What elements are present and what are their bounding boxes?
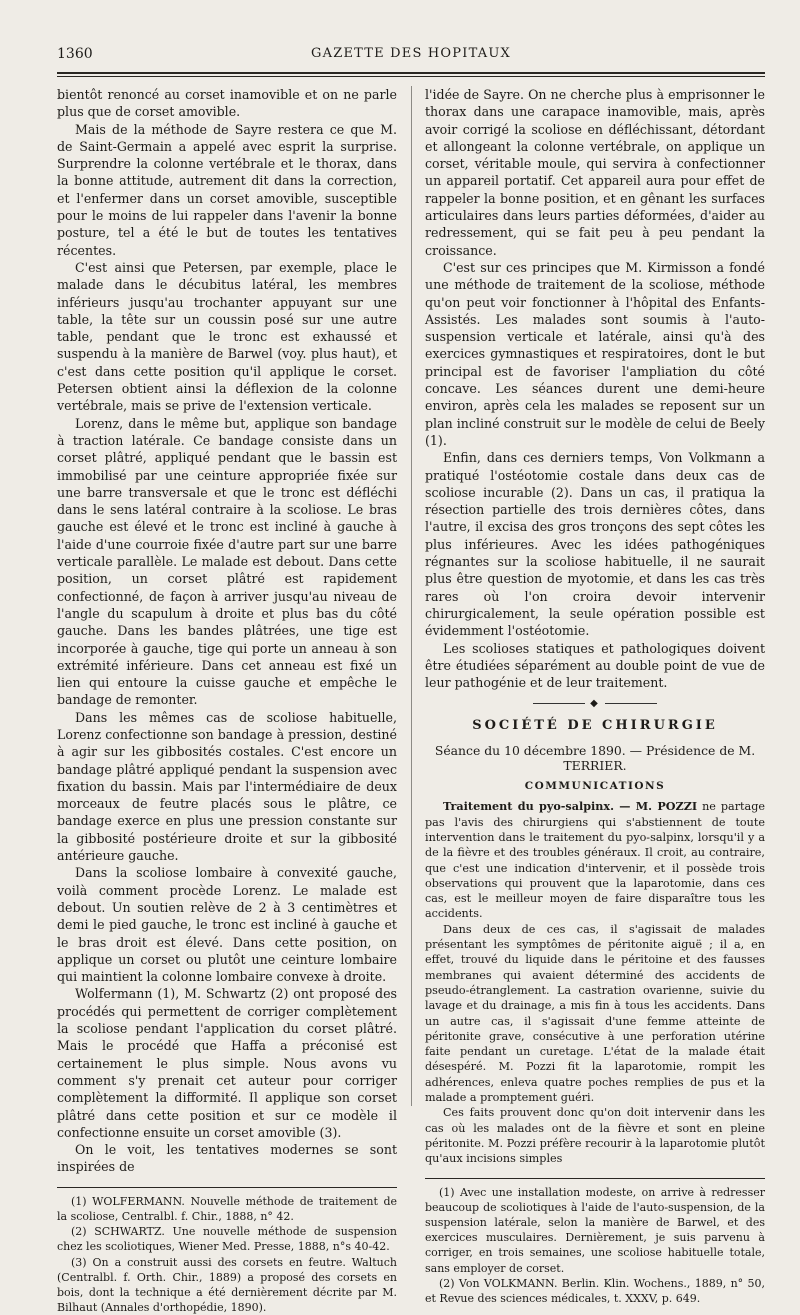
section-separator: ◆ bbox=[425, 698, 765, 712]
paragraph: Dans deux de ces cas, il s'agissait de malades présentant les symptômes de péritonite aiguë ; il a, en effet, trouvé du liquide dans le péritoine et des fausses membranes qui avaient déterminé des accidents de pseudo-étranglement. La castration ovarienne, suivie du lavage et du drainage, a mis fin à tous les accidents. Dans un autre cas, il s'agissait d'une femme atteinte de péritonite grave, consécutive à une perforation utérine faite pendant un curetage. L'état de la malade était désespéré. M. Pozzi fit la laparotomie, rompit les adhérences, enleva quatre poches remplies de pus et la malade a promptement guéri. bbox=[425, 922, 765, 1105]
paragraph: Wolfermann (1), M. Schwartz (2) ont proposé des procédés qui permettent de corriger complètement la scoliose pendant l'application du corset plâtré. Mais le procédé que Haffa a préconisé est certainement le plus simple. Nous avons vu comment s'y prenait cet auteur pour corriger complètement la difformité. Il applique son corset plâtré dans cette position et sur ce modèle il confectionne ensuite un corset amovible (3). bbox=[57, 986, 397, 1140]
paragraph bbox=[425, 799, 765, 921]
footnote: (3) On a construit aussi des corsets en feutre. Waltuch (Centralbl. f. Orth. Chir., 1889) a proposé des corsets en bois, dont la technique a été dernièrement décrite par M. Bilhaut (Annales d'orthopédie, 1890). bbox=[57, 1255, 397, 1315]
paragraph: On le voit, les tentatives modernes se sont inspirées de bbox=[57, 1142, 397, 1175]
column-divider bbox=[411, 86, 412, 1106]
subsection-title: COMMUNICATIONS bbox=[524, 780, 666, 793]
paragraph: Lorenz, dans le même but, applique son bandage à traction latérale. Ce bandage consiste dans un corset plâtré, appliqué pendant que le bassin est immobilisé par une ceinture appropriée fixée sur une barre transversale et que le tronc est défléchi dans le sens latéral contraire à la scoliose. Le bras gauche est élevé et le tronc est incliné à gauche à l'aide d'une courroie fixée d'autre part sur une barre verticale parallèle. Le malade est debout. Dans cette position, un corset plâtré est rapidement confectionné, de façon à arriver jusqu'au niveau de l'angle du scapulum à droite et plus bas du côté gauche. Dans les bandes plâtrées, une tige est incorporée à gauche, tige qui porte un anneau à son extrémité inférieure. Dans cet anneau est fixé un lien qui entoure la cuisse gauche et empêche le bandage de remonter. bbox=[57, 415, 397, 708]
session-line: Séance du 10 décembre 1890. — Présidence de M. TERRIER. bbox=[434, 743, 756, 774]
header-rule bbox=[57, 72, 765, 74]
article-lead: Traitement du pyo-salpinx. — M. POZZI bbox=[443, 799, 698, 814]
paragraph-text: ne partage pas l'avis des chirurgiens qui s'abstiennent de toute intervention dans le traitement du pyo-salpinx, lorsqu'il y a de la fièvre et des troubles généraux. Il croit, au contraire, que c'est une indication d'intervenir, et il possède trois observations qui prouvent que la laparotomie, dans ces cas, est le meilleur moyen de faire disparaître tous les accidents. bbox=[425, 800, 765, 921]
footnote: (1) Avec une installation modeste, on arrive à redresser beaucoup de scoliotiques à l'aide de l'auto-suspension, de la suspension latérale, selon la manière de Barwel, et des exercices musculaires. Dernièrement, je suis parvenu à corriger, en trois semaines, une scoliose habituelle totale, sans employer de corset. bbox=[425, 1185, 765, 1275]
paragraph: Les scolioses statiques et pathologiques doivent être étudiées séparément au double point de vue de leur pathogénie et de leur traitement. bbox=[425, 640, 765, 691]
footnote-rule bbox=[57, 1187, 397, 1188]
footnote: (2) Von VOLKMANN. Berlin. Klin. Wochens., 1889, n° 50, et Revue des sciences médicales, t. XXXV, p. 649. bbox=[425, 1276, 765, 1305]
footnotes bbox=[57, 1194, 397, 1315]
paragraph: C'est sur ces principes que M. Kirmisson a fondé une méthode de traitement de la scoliose, méthode qu'on peut voir fonctionner à l'hôpital des Enfants-Assistés. Les malades sont soumis à l'auto-suspension verticale et latérale, ainsi qu'à des exercices gymnastiques et respiratoires, dont le but principal est de favoriser l'ampliation du côté concave. Les séances durent une demi-heure environ, après cela les malades se reposent sur un plan incliné construit sur le modèle de celui de Beely (1). bbox=[425, 259, 765, 448]
right-column bbox=[425, 86, 765, 1306]
footnote-rule bbox=[425, 1178, 765, 1179]
footnote: (2) SCHWARTZ. Une nouvelle méthode de suspension chez les scoliotiques, Wiener Med. Presse, 1888, n°s 40-42. bbox=[57, 1225, 397, 1254]
left-column bbox=[57, 86, 397, 1315]
footnote: (1) WOLFERMANN. Nouvelle méthode de traitement de la scoliose, Centralbl. f. Chir., 1888, n° 42. bbox=[57, 1194, 397, 1223]
footnotes bbox=[425, 1185, 765, 1307]
page-number: 1360 bbox=[57, 46, 93, 62]
header-rule-thin bbox=[57, 76, 765, 77]
paragraph: bientôt renoncé au corset inamovible et on ne parle plus que de corset amovible. bbox=[57, 87, 397, 120]
paragraph: Mais de la méthode de Sayre restera ce que M. de Saint-Germain a appelé avec esprit la surprise. Surprendre la colonne vertébrale et le thorax, dans la bonne attitude, autrement dit dans la correction, et l'enfermer dans un corset amovible, susceptible pour le moins de lui rappeler dans l'avenir la bonne posture, tel a été le but de toutes les tentatives récentes. bbox=[57, 121, 397, 258]
paragraph: Enfin, dans ces derniers temps, Von Volkmann a pratiqué l'ostéotomie costale dans deux cas de scoliose incurable (2). Dans un cas, il pratiqua la résection partielle des trois dernières côtes, dans l'autre, il excisa des gros tronçons des sept côtes les plus inférieures. Avec les idées pathogéniques régnantes sur la scoliose habituelle, il ne saurait plus être question de myotomie, et dans les cas très rares où l'on croira devoir intervenir chirurgicalement, la seule opération possible est évidemment l'ostéotomie. bbox=[425, 450, 765, 639]
paragraph: Dans les mêmes cas de scoliose habituelle, Lorenz confectionne son bandage à pression, destiné à agir sur les gibbosités costales. C'est encore un bandage plâtré appliqué pendant la suspension avec fixation du bassin. Mais par l'intermédiaire de deux morceaux de feutre placés sous le plâtre, ce bandage exerce en plus une pression constante sur la gibbosité postérieure droite et sur la gibbosité antérieure gauche. bbox=[57, 709, 397, 864]
section-title: SOCIÉTÉ DE CHIRURGIE bbox=[472, 718, 718, 734]
paragraph: l'idée de Sayre. On ne cherche plus à emprisonner le thorax dans une carapace inamovible, mais, après avoir corrigé la scoliose en défléchissant, détordant et allongeant la colonne vertébrale, on applique un corset, véritable moule, qui servira à confectionner un appareil portatif. Cet appareil aura pour effet de rappeler la bonne position, et en gênant les surfaces articulaires dans leurs parties déformées, d'aider au redressement, qui se fait peu à peu pendant la croissance. bbox=[425, 87, 765, 258]
paragraph: Ces faits prouvent donc qu'on doit intervenir dans les cas où les malades ont de la fièvre et sont en pleine péritonite. M. Pozzi préfère recourir à la laparotomie plutôt qu'aux incisions simples bbox=[425, 1106, 765, 1166]
paragraph: C'est ainsi que Petersen, par exemple, place le malade dans le décubitus latéral, les membres inférieurs jusqu'au trochanter appuyant sur une table, la tête sur un coussin posé sur une autre table, pendant que le tronc est exhaussé et suspendu à la manière de Barwel (voy. plus haut), et c'est dans cette position qu'il applique le corset. Petersen obtient ainsi la déflexion de la colonne vertébrale, mais se prive de l'extension verticale. bbox=[57, 259, 397, 414]
journal-title: GAZETTE DES HOPITAUX bbox=[311, 46, 511, 61]
page-header bbox=[57, 46, 765, 66]
paragraph: Dans la scoliose lombaire à convexité gauche, voilà comment procède Lorenz. Le malade est debout. Un soutien relève de 2 à 3 centimètres et demi le pied gauche, le tronc est incliné à gauche et le bras droit est élevé. Dans cette position, on applique un corset ou plutôt une ceinture lombaire qui maintient la colonne lombaire convexe à droite. bbox=[57, 865, 397, 985]
